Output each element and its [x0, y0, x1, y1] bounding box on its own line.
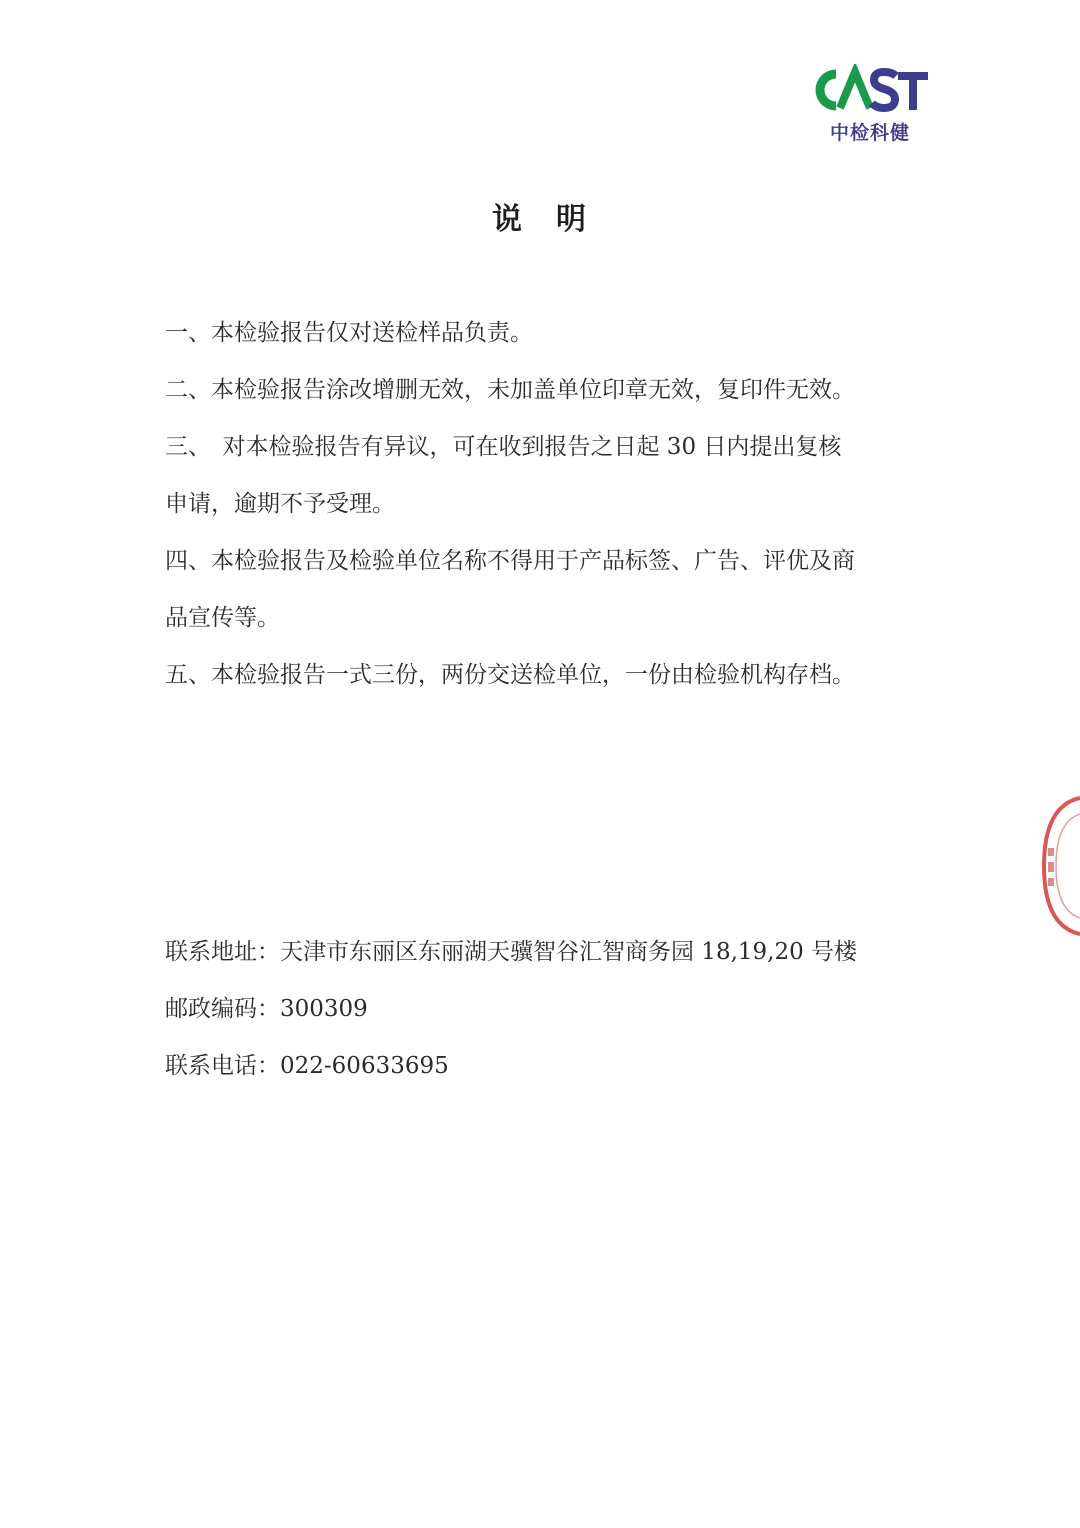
- cast-logo-subtitle: 中检科健: [829, 122, 910, 144]
- contact-section: [165, 924, 945, 1095]
- note-line: 二、本检验报告涂改增删无效，未加盖单位印章无效，复印件无效。: [165, 377, 855, 403]
- page-title: 说 明: [492, 202, 588, 237]
- contact-postcode: 邮政编码：300309: [165, 996, 368, 1022]
- notes-section: [165, 305, 945, 704]
- note-line: 品宣传等。: [165, 605, 280, 631]
- cast-logo-mark: [800, 64, 930, 116]
- note-line: 三、 对本检验报告有异议，可在收到报告之日起 30 日内提出复核: [165, 434, 842, 460]
- red-seal-stamp-edge: [1034, 796, 1080, 936]
- cast-logo: [800, 64, 930, 148]
- note-line: 四、本检验报告及检验单位名称不得用于产品标签、广告、评优及商: [165, 548, 855, 574]
- note-line: 申请，逾期不予受理。: [165, 491, 395, 517]
- contact-phone: 联系电话：022-60633695: [165, 1053, 449, 1079]
- note-line: 一、本检验报告仅对送检样品负责。: [165, 320, 533, 346]
- note-line: 五、本检验报告一式三份，两份交送检单位，一份由检验机构存档。: [165, 662, 855, 688]
- contact-address: 联系地址：天津市东丽区东丽湖天骥智谷汇智商务园 18,19,20 号楼: [165, 939, 858, 965]
